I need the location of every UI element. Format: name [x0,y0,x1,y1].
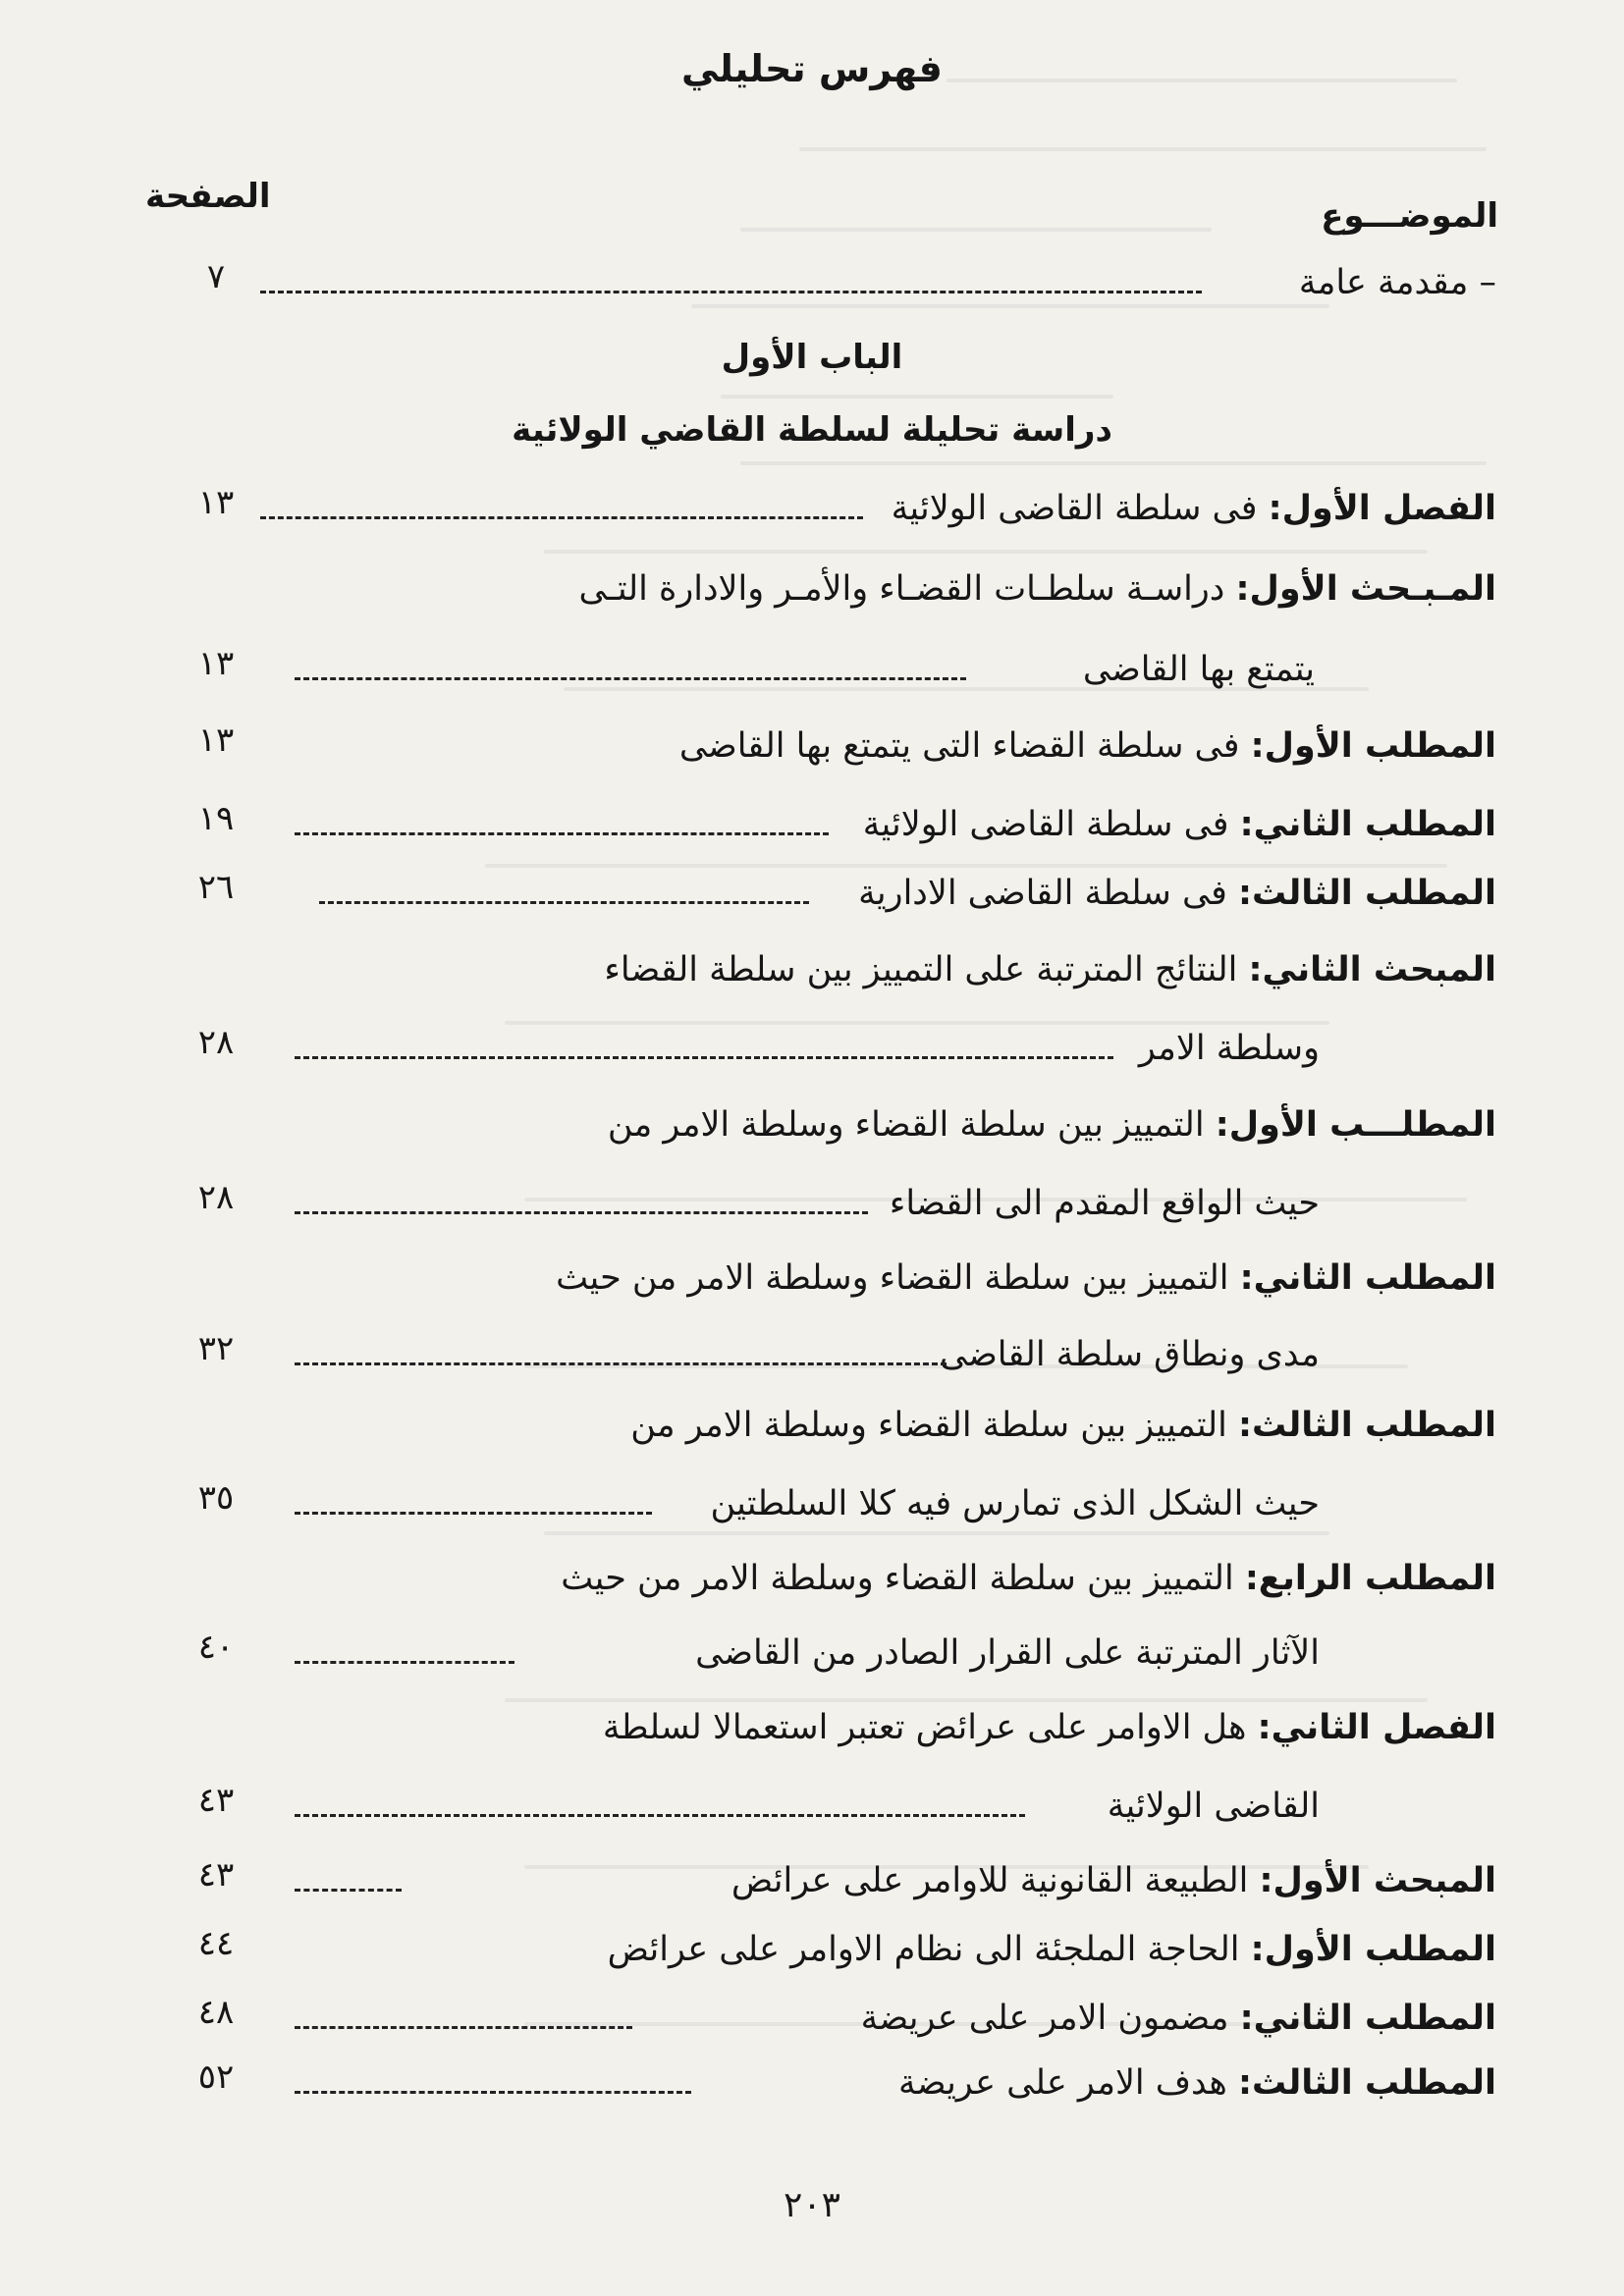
entry-text: التمييز بين سلطة القضاء وسلطة الامر من [630,1406,1239,1445]
toc-entry-subsection-3-2 [0,1993,1496,2057]
entry-text: فى سلطة القاضى الادارية [858,874,1239,913]
leader-dots [295,832,829,835]
entry-continuation: وسلطة الامر [1138,1029,1320,1068]
entry-page: ٤٣ [197,1855,235,1895]
toc-entry-intro [0,257,1496,322]
toc-entry-subsection-1-2 [0,799,1496,864]
page-number: ٢٠٣ [783,2185,840,2225]
page-title: فهرس تحليلي [681,47,943,90]
toc-entry-subsection-3-3 [0,2057,1496,2122]
leader-dots [295,2091,691,2094]
entry-continuation: القاضى الولائية [1107,1787,1320,1826]
entry-text: التمييز بين سلطة القضاء وسلطة الامر من حيث [556,1258,1240,1298]
toc-entry-section-2-cont [0,1023,1496,1088]
entry-label: المطلب الثاني: [1239,805,1496,844]
leader-dots [295,1211,868,1214]
entry-label: المطلب الثالث: [1238,1406,1496,1445]
leader-dots [295,1056,1113,1059]
toc-entry-subsection-2-4 [0,1559,1496,1618]
entry-label: المطلب الثالث: [1238,2063,1496,2103]
entry-page: ٤٤ [197,1924,235,1963]
toc-entry-chapter-2 [0,1708,1496,1767]
toc-entry-subsection-1-3 [0,868,1496,933]
entry-page: ١٣ [197,483,235,522]
entry-page: ١٣ [197,644,235,683]
toc-entry-subsection-3-1 [0,1924,1496,1989]
entry-text: فى سلطة القضاء التى يتمتع بها القاضى [678,726,1251,766]
entry-label: المطلـــب الأول: [1215,1105,1496,1145]
entry-text: دراسـة سلطـات القضـاء والأمـر والادارة التـى [578,569,1236,609]
entry-continuation: حيث الشكل الذى تمارس فيه كلا السلطتين [710,1484,1320,1523]
entry-page: ٣٥ [197,1478,235,1518]
leader-dots [295,1889,402,1892]
entry-page: ١٣ [197,721,235,760]
part-subtitle: دراسة تحليلة لسلطة القاضي الولائية [512,410,1112,450]
entry-label: المبحث الثاني: [1248,950,1496,989]
entry-page: ٧ [206,257,226,296]
entry-label: المطلب الثاني: [1239,1258,1496,1298]
entry-page: ٢٦ [197,868,235,907]
entry-label: الفصل الثاني: [1257,1708,1496,1747]
entry-text: هدف الامر على عريضة [897,2063,1239,2103]
toc-entry-section-2 [0,950,1496,1009]
entry-text: النتائج المترتبة على التمييز بين سلطة القضاء [604,950,1249,989]
entry-text: التمييز بين سلطة القضاء وسلطة الامر من حيث [561,1559,1245,1598]
toc-entry-subsection-2-4-cont [0,1628,1496,1692]
toc-entry-section-2-1 [0,1855,1496,1920]
entry-label: المطلب الثاني: [1239,1999,1496,2038]
entry-label: المطلب الرابع: [1244,1559,1496,1598]
entry-label: المطلب الثالث: [1238,874,1496,913]
toc-entry-subsection-2-3 [0,1406,1496,1465]
entry-continuation: يتمتع بها القاضى [1082,650,1315,689]
entry-label: المبحث الأول: [1259,1861,1496,1900]
leader-dots [295,1814,1025,1817]
entry-continuation: الآثار المترتبة على القرار الصادر من القاضى [695,1633,1320,1673]
subject-column-header: الموضـــوع [1321,196,1498,236]
entry-text: الحاجة الملجئة الى نظام الاوامر على عرائض [607,1930,1251,1969]
toc-entry-subsection-1-1 [0,721,1496,785]
leader-dots [295,1661,514,1664]
entry-label: المطلب الأول: [1250,726,1496,766]
entry-text: هل الاوامر على عرائض تعتبر استعمالا لسلطة [602,1708,1258,1747]
toc-entry-section-1-cont [0,644,1496,709]
entry-page: ٥٢ [197,2057,235,2097]
toc-entry-chapter-1 [0,483,1496,548]
leader-dots [295,2026,632,2029]
entry-page: ٤٨ [197,1993,235,2032]
leader-dots [260,291,1202,294]
toc-entry-subsection-2-3-cont [0,1478,1496,1543]
entry-label: المطلب الأول: [1250,1930,1496,1969]
entry-page: ٤٣ [197,1781,235,1820]
entry-page: ٢٨ [197,1178,235,1217]
toc-entry-subsection-2-2 [0,1258,1496,1317]
entry-text: الطبيعة القانونية للاوامر على عرائض [731,1861,1260,1900]
entry-text: فى سلطة القاضى الولائية [891,489,1269,528]
toc-entry-section-1 [0,569,1496,628]
leader-dots [295,1512,652,1515]
entry-label: المـبـحث الأول: [1235,569,1496,609]
entry-text: التمييز بين سلطة القضاء وسلطة الامر من [607,1105,1216,1145]
leader-dots [295,1362,947,1365]
entry-page: ٢٨ [197,1023,235,1062]
entry-continuation: حيث الواقع المقدم الى القضاء [889,1184,1320,1223]
part-title: الباب الأول [721,338,903,377]
leader-dots [295,677,966,680]
entry-page: ٣٢ [197,1329,235,1368]
toc-entry-subsection-2-2-cont [0,1329,1496,1394]
toc-entry-subsection-2-1 [0,1105,1496,1164]
entry-label: الفصل الأول: [1268,489,1496,528]
toc-entry-subsection-2-1-cont [0,1178,1496,1243]
entry-text: – مقدمة عامة [1298,263,1496,302]
leader-dots [260,516,863,519]
entry-text: فى سلطة القاضى الولائية [862,805,1240,844]
toc-entry-chapter-2-cont [0,1781,1496,1845]
entry-text: مضمون الامر على عريضة [860,1999,1240,2038]
entry-page: ١٩ [197,799,235,838]
entry-page: ٤٠ [197,1628,235,1667]
leader-dots [319,901,809,904]
page-column-header: الصفحة [145,177,271,216]
entry-continuation: مدى ونطاق سلطة القاضى [939,1335,1320,1374]
